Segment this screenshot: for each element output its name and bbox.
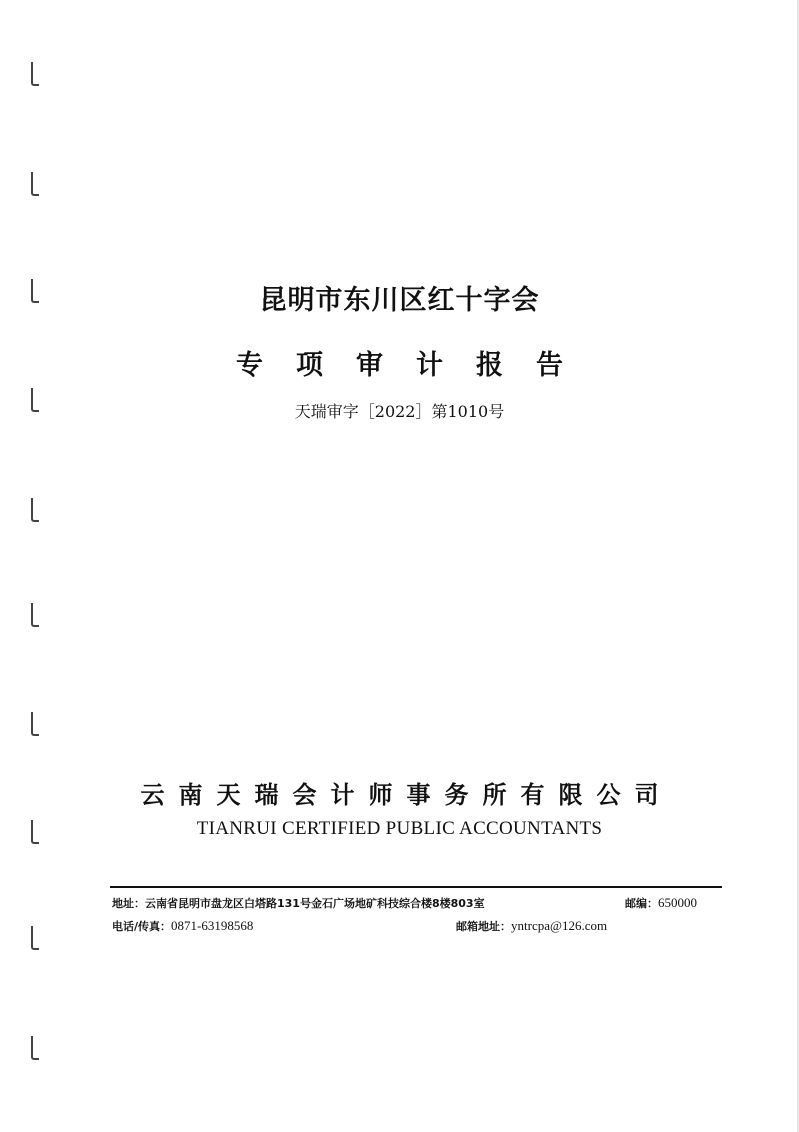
firm-name-en: TIANRUI CERTIFIED PUBLIC ACCOUNTANTS <box>196 818 603 839</box>
address-line <box>112 895 485 911</box>
report-title: 专项审计报告 <box>236 350 596 381</box>
address-value: 云南省昆明市盘龙区白塔路131号金石广场地矿科技综合楼8楼803室 <box>145 897 485 910</box>
phone-line <box>112 918 253 934</box>
phone-label: 电话/传真： <box>112 920 172 933</box>
address-label: 地址： <box>112 897 145 910</box>
divider-rule <box>110 886 722 888</box>
binding-mark <box>31 62 39 86</box>
phone-value: 0871-63198568 <box>171 918 254 933</box>
email-value: yntrcpa@126.com <box>511 918 608 933</box>
binding-mark <box>31 926 39 950</box>
binding-mark <box>31 603 39 627</box>
postcode-value: 650000 <box>658 895 697 910</box>
email-label: 邮箱地址： <box>456 920 511 933</box>
email-line <box>456 918 607 934</box>
postcode-label: 邮编： <box>625 897 658 910</box>
binding-mark <box>31 712 39 736</box>
binding-mark <box>31 172 39 196</box>
postcode-line <box>625 895 697 911</box>
report-number: 天瑞审字［2022］第1010号 <box>294 402 505 421</box>
firm-name-cn: 云南天瑞会计师事务所有限公司 <box>140 781 673 809</box>
binding-mark <box>31 1036 39 1060</box>
organization-title: 昆明市东川区红十字会 <box>259 285 540 316</box>
binding-mark <box>31 498 39 522</box>
